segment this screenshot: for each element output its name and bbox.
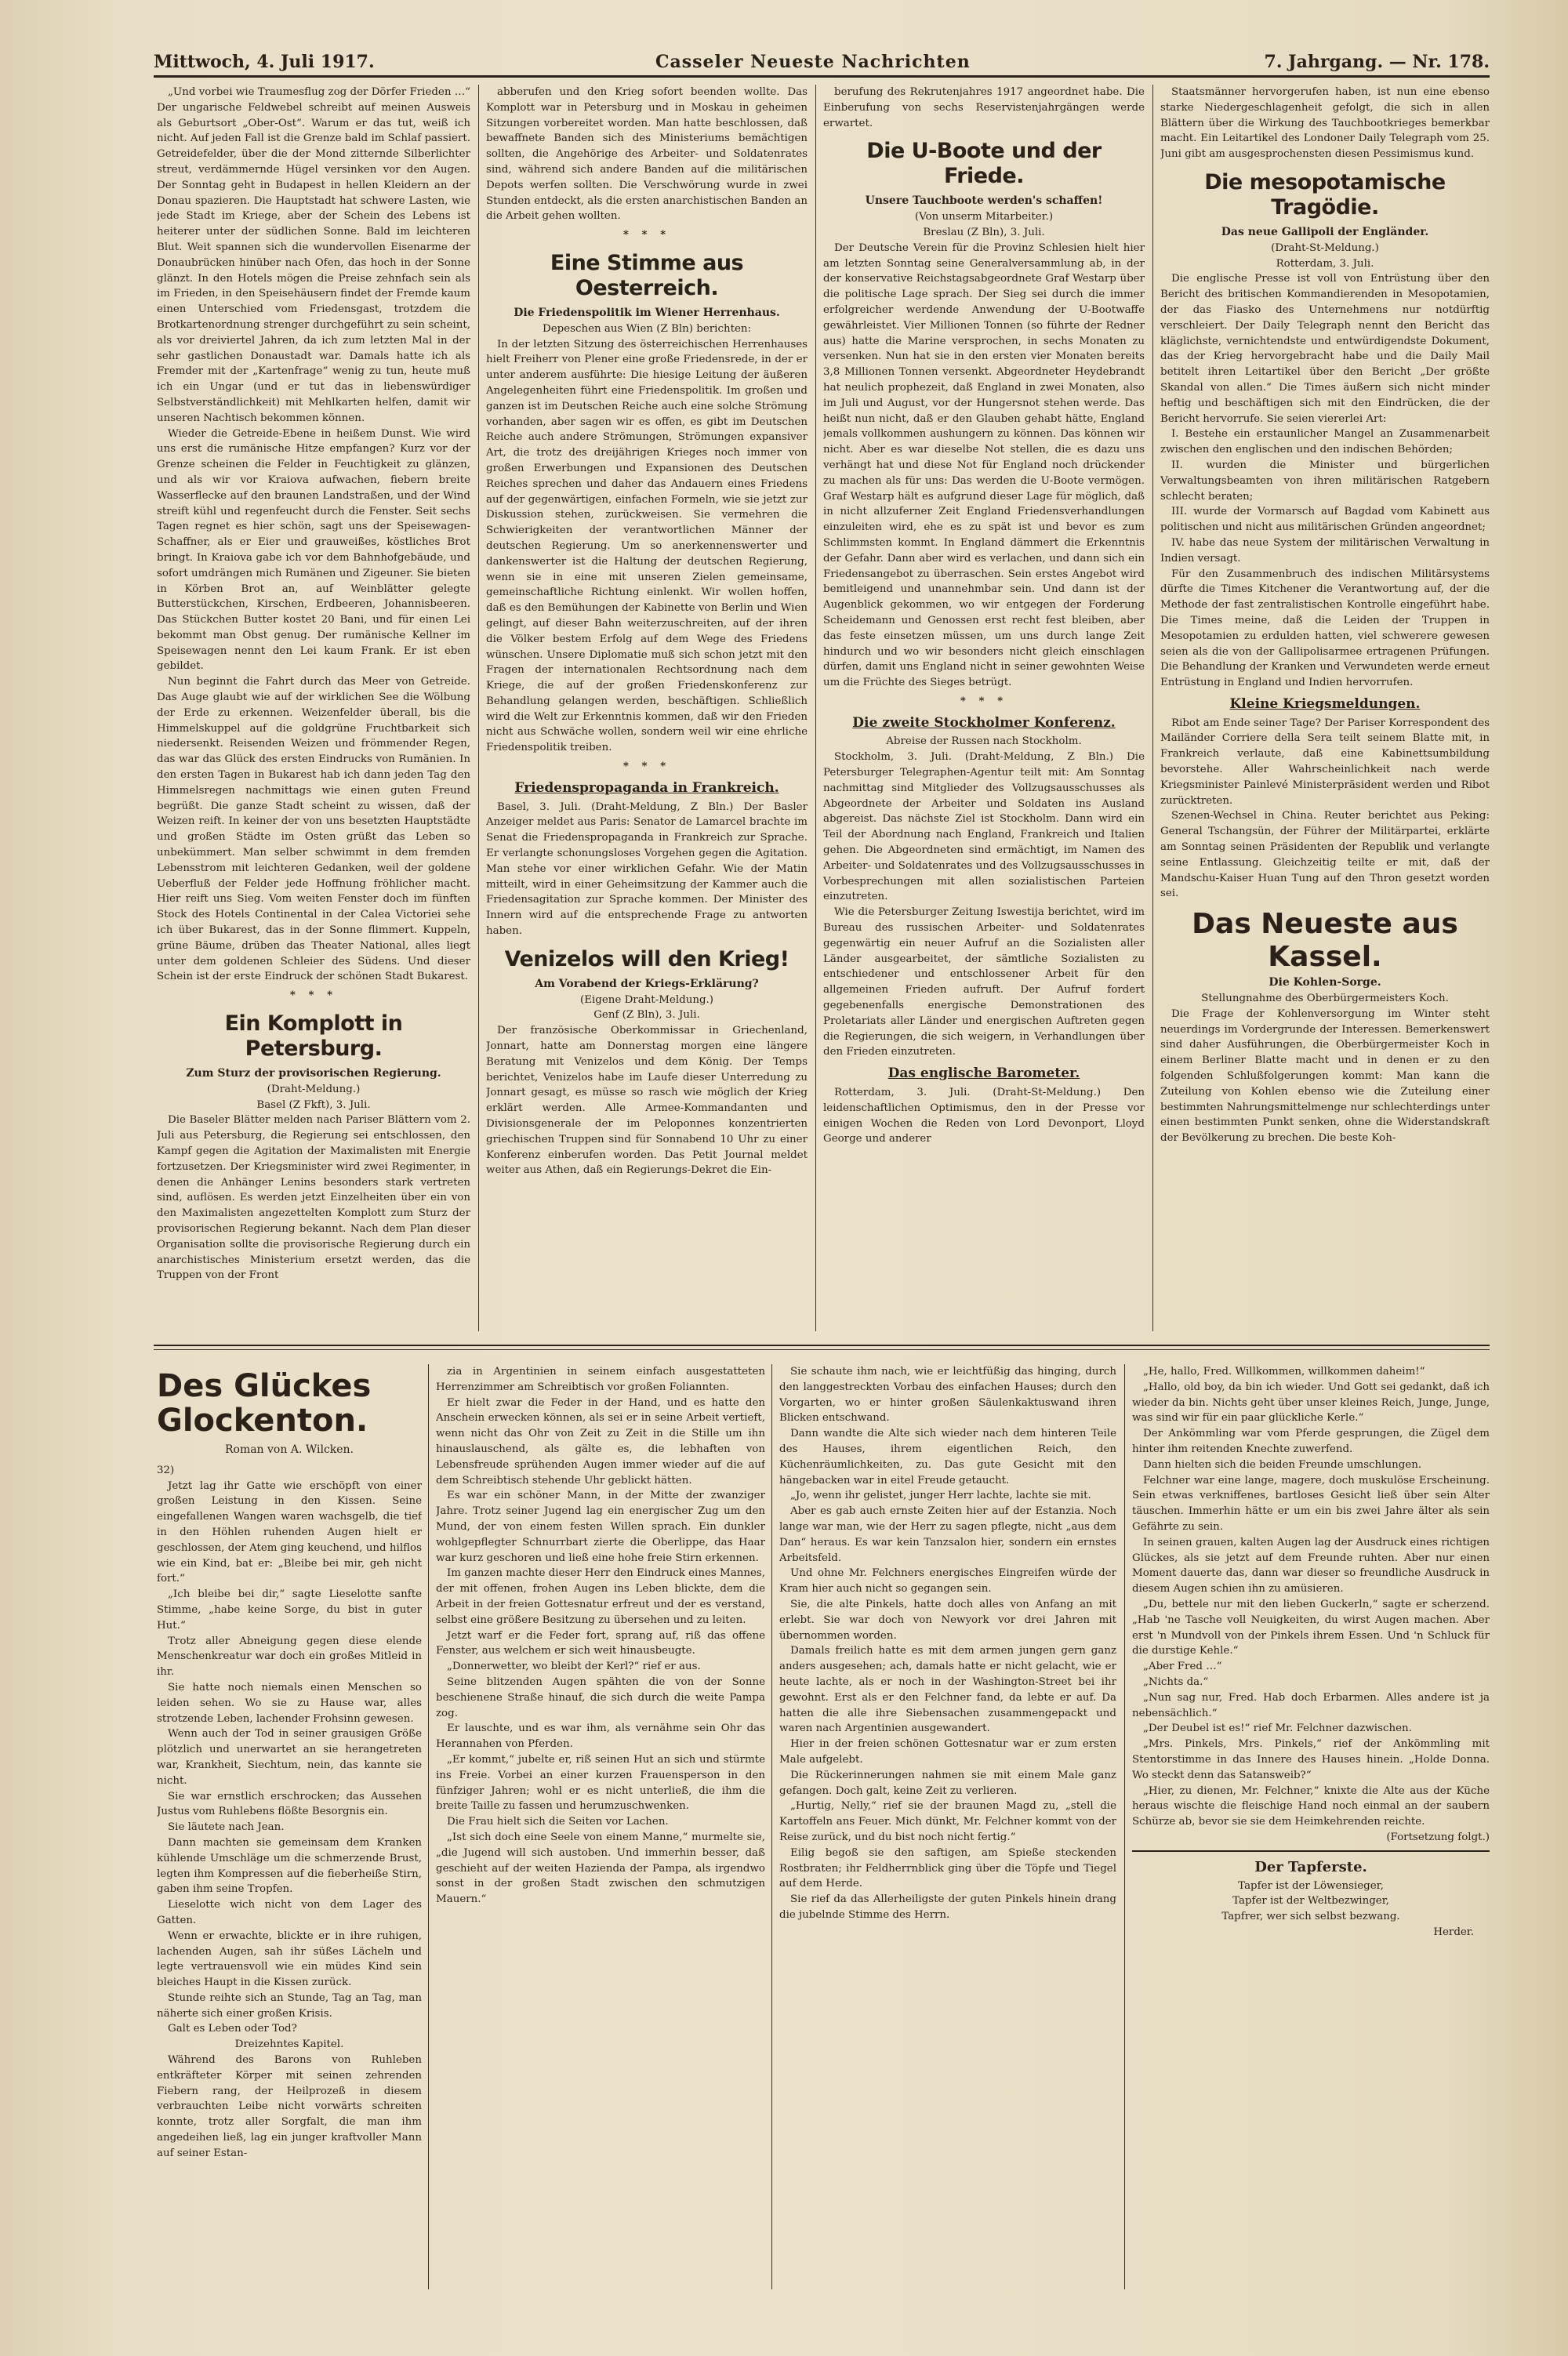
list-point: IV. habe das neue System der militärischen Verwaltung in Indien versagt. (1160, 536, 1490, 564)
source-line: (Draht-Meldung.) (267, 1083, 361, 1095)
column-rule (428, 1364, 429, 2289)
serial-paragraph: „Du, bettele nur mit den lieben Guckerln,“ sagte er scherzend. „Hab 'ne Tasche voll Neuigkeiten, du wirst Augen machen. Aber erst 'n Mundvoll von der Pinkels ihrem Essen. Und 'n Schluck für die durstige Kehle.“ (1132, 1598, 1490, 1657)
poem-author: Herder. (1433, 1926, 1474, 1938)
serial-paragraph: Wenn auch der Tod in seiner grausigen Größe plötzlich und unerwartet an sie herangetreten war, Krankheit, Siechtum, nein, das kannte sie nicht. (157, 1728, 422, 1787)
article-paragraph: Für den Zusammenbruch des indischen Militärsystems dürfte die Times Kitchener die Verantwortung auf, der die Methode der fast zentralistischen Kontrolle eingeführt habe. Die Times meine, daß die Leiden der Truppen in Mesopotamien zu erdulden hatten, viel schwerere gewesen seien als die von der Gallipolisarmee ertragenen Prüfungen. Die Behandlung der Kranken und Verwundeten werde erneut Entrüstung in England und Indien hervorrufen. (1160, 568, 1490, 689)
poem (1132, 1860, 1490, 1940)
section-separator: * * * (960, 694, 1008, 707)
serial-paragraph: zia in Argentinien in seinem einfach ausgestatteten Herrenzimmer am Schreibtisch vor großen Foliannten. (436, 1366, 765, 1393)
section-separator: * * * (622, 760, 671, 773)
serial-paragraph: Und ohne Mr. Felchners energisches Eingreifen würde der Kram hier auch nicht so gegangen sein. (779, 1567, 1116, 1595)
list-point: II. wurden die Minister und bürgerlichen Verwaltungsbeamten von ihren militärischen Ratgebern schlecht beraten; (1160, 459, 1490, 503)
serial-paragraph: Sie hatte noch niemals einen Menschen so leiden sehen. Wo sie zu Hause war, alles strotzende Leben, lachender Frohsinn gewesen. (157, 1681, 422, 1725)
serial-paragraph: „Der Deubel ist es!“ rief Mr. Felchner dazwischen. (1143, 1723, 1412, 1735)
article-paragraph: Nun beginnt die Fahrt durch das Meer von Getreide. Das Auge glaubt wie auf der wirklichen See die Wölbung der Erde zu erkennen. Weizenfelder überall, bis die Himmelskuppel auf die goldgrüne Fruchtbarkeit sich niedersenkt. Reisenden Weizen und frömmender Regen, das war das Glück des ersten Eindrucks von Rumänien. In den ersten Tagen in Bukarest hab ich dann jeden Tag den Himmelsregen nachmittags wie einen guten Freund begrüßt. Die ganze Stadt scheint zu wissen, daß der Weizen reift. In keiner der von uns besetzten Hauptstädte und großen Städte im Osten grüßt das Leben so unbekümmert. Man selber schwimmt in dem fremden Lebensstrom mit leichteren Gedanken, weil der goldene Ueberfluß der Felder jede Hoffnung fröhlicher macht. Hier reift uns Sieg. Vom weiten Fenster doch im fünften Stock des Hotels Continental in der Calea Victoriei sehe ich über Bukarest, das in der Sonne flimmert. Kuppeln, grüne Bäume, drüben das Theater National, alles liegt unter dem goldenen Schleier des Südens. Und dieser Schein ist der erste Eindruck der schönen Stadt Bukarest. (157, 676, 470, 983)
serial-number: 32) (157, 1464, 175, 1476)
column-rule (771, 1364, 772, 2289)
masthead-paper-name: Casseler Neueste Nachrichten (655, 52, 971, 72)
serial-paragraph: Galt es Leben oder Tod? (168, 2023, 297, 2035)
serial-column-4 (1132, 1364, 1490, 2289)
subheadline: Zum Sturz der provisorischen Regierung. (186, 1067, 441, 1080)
serial-column-1 (157, 1364, 422, 2289)
serial-paragraph: „Nichts da.“ (1143, 1675, 1209, 1688)
serial-paragraph: In seinen grauen, kalten Augen lag der Ausdruck eines richtigen Glückes, als sie jetzt auf dem Freunde ruhten. Aber nur einen Moment dauerte das, dann war dieser so freundliche Ausdruck in diesem Augen schien ihn zu amüsieren. (1132, 1536, 1490, 1595)
headline-mesopotamien: Die mesopotamische Tragödie. (1204, 169, 1446, 220)
article-paragraph: Wieder die Getreide-Ebene in heißem Dunst. Wie wird uns erst die rumänische Hitze empfangen? Kurz vor der Grenze scheinen die Felder in Feuchtigkeit zu glänzen, und als wir vor Kraiova aufwachen, fiebern breite Wasserflecke auf den braunen Landstraßen, und der Wind streift kühl und regenfeucht durch die Fenster. Seit sechs Tagen regnet es hier schön, sagt uns der Speisewagen-Schaffner, als er Eier und grauweißes, köstliches Brot bringt. In Kraiova gabe ich vor dem Bahnhofgebäude, und sofort umdrängen mich Rumänen und Zigeuner. Sie bieten in Körben Brot an, auf Weinblätter gelegte Butterstückchen, Kirschen, Erdbeeren, Johannisbeeren. Das Stückchen Butter kostet 20 Bani, und für einen Lei bekommt man Obst genug. Der rumänische Kellner im Speisewagen nennt den Lei kaum Frank. Er ist eben gebildet. (157, 427, 470, 673)
subheadline: Die Friedenspolitik im Wiener Herrenhaus. (514, 306, 780, 319)
poem-line: Tapfer ist der Weltbezwinger, (1232, 1895, 1389, 1908)
serial-paragraph: „Ist sich doch eine Seele von einem Manne,“ murmelte sie, „die Jugend will sich austoben. Und immerhin besser, daß geschieht auf der weiten Hazienda der Pampa, als irgendwo sonst in der großen Stadt zwischen den schmutzigen Mauern.“ (436, 1831, 765, 1906)
serial-paragraph: Felchner war eine lange, magere, doch muskulöse Erscheinung. Sein etwas verkniffenes, bartloses Gesicht ließ über sein Alter täuschen. Immerhin hätte er um ein bis zwei Jahre älter als sein Gefährte zu sein. (1132, 1474, 1490, 1533)
section-title: Die zweite Stockholmer Konferenz. (852, 714, 1116, 731)
dateline: Breslau (Z Bln), 3. Juli. (923, 226, 1045, 238)
serial-paragraph: Aber es gab auch ernste Zeiten hier auf der Estanzia. Noch lange war man, wie der Herr zu sagen pflegte, nicht „aus dem Dan“ heraus. Es war kein Tanzsalon hier, sondern ein ernstes Arbeitsfeld. (779, 1505, 1116, 1564)
serial-paragraph: Wenn er erwachte, blickte er in ihre ruhigen, lachenden Augen, sah ihr süßes Lächeln und legte vertrauensvoll wie ein müdes Kind sein bleiches Haupt in die Kissen zurück. (157, 1929, 422, 1989)
serial-paragraph: Dann hielten sich die beiden Freunde umschlungen. (1143, 1458, 1422, 1471)
column-rule (815, 85, 816, 1331)
serial-paragraph: Dann wandte die Alte sich wieder nach dem hinteren Teile des Hauses, ihrem eigentlichen Reich, den Küchenräumlichkeiten, zu. Das gute Gesicht mit den hängebacken war in eitel Freude getaucht. (779, 1428, 1116, 1487)
serial-paragraph: „Hurtig, Nelly,“ rief sie der braunen Magd zu, „stell die Kartoffeln ans Feuer. Mich dünkt, Mr. Felchner kommt von der Reise zurück, und du bist noch nicht fertig.“ (779, 1800, 1116, 1843)
subheadline: Am Vorabend der Kriegs-Erklärung? (535, 977, 759, 990)
serial-column-2 (436, 1364, 765, 2289)
column-4 (1160, 85, 1490, 1331)
section-title: Friedenspropaganda in Frankreich. (514, 779, 779, 796)
source-line: (Von unserm Mitarbeiter.) (914, 211, 1054, 223)
serial-paragraph: „Hallo, old boy, da bin ich wieder. Und Gott sei gedankt, daß ich wieder da bin. Nichts geht über unser kleines Reich, Junge, Junge, was sind wir für ein paar glückliche Kerle.“ (1132, 1381, 1490, 1425)
subheadline: Abreise der Russen nach Stockholm. (886, 735, 1082, 748)
source-line: (Draht-St-Meldung.) (1271, 241, 1379, 254)
article-paragraph: berufung des Rekrutenjahres 1917 angeordnet habe. Die Einberufung von sechs Reservistenjahrgängen werde erwartet. (823, 86, 1145, 129)
serial-paragraph: Während des Barons von Ruhleben entkräfteter Körper mit seinen zehrenden Fiebern rang, der Heilprozeß in diesem verbrauchten Leibe nicht vorwärts schreiten konnte, trotz aller Sorgfalt, die man ihm angedeihen ließ, lag ein junger kraftvoller Mann auf seiner Estan- (157, 2054, 422, 2159)
serial-paragraph: „Ich bleibe bei dir,“ sagte Lieselotte sanfte Stimme, „habe keine Sorge, du bist in guter Hut.“ (157, 1588, 422, 1632)
serial-column-3 (779, 1364, 1116, 2289)
subheadline: Die Kohlen-Sorge. (1269, 976, 1381, 989)
headline-komplott: Ein Komplott in Petersburg. (224, 1011, 403, 1062)
serial-paragraph: Im ganzen machte dieser Herr den Eindruck eines Mannes, der mit offenen, frohen Augen ins Leben blickte, dem die Arbeit in der freien Gottesnatur erfreut und der es verstand, selbst eine größere Besitzung zu übersehen und zu leiten. (436, 1567, 765, 1626)
serial-paragraph: Die Rückerinnerungen nahmen sie mit einem Male ganz gefangen. Doch galt, keine Zeit zu verlieren. (779, 1769, 1116, 1797)
article-paragraph: Der Deutsche Verein für die Provinz Schlesien hielt hier am letzten Sonntag seine Generalversammlung ab, in der der konservative Reichstagsabgeordnete Graf Westarp über die politische Lage sprach. Der Sieg sei durch die immer erfolgreicher werdende Anwendung der U-Bootwaffe gewährleistet. Vier Millionen Tonnen (so führte der Redner aus) hatte die Marine versprochen, in sechs Monaten zu versenken. Nun hat sie in den ersten vier Monaten bereits 3,8 Millionen Tonnen versenkt. Abgeordneter Heydebrandt hat neulich prophezeit, daß England in zwei Monaten, also im Juli und August, vor der Hungersnot stehen werde. Das heißt nun nicht, daß er den Glauben gehabt hätte, England jemals vollkommen aushungern zu können. Das können wir nicht. Aber es war dieselbe Not stellen, die es dazu uns verhängt hat und diese Not für England noch drückender zu machen als für uns: Das werden die U-Boote vermögen. Graf Westarp hält es aufgrund dieser Lage für möglich, daß in nicht allzuferner Zeit England Friedensverhandlungen einzuleiten wird, ehe es zu spät ist und bevor es zum Schlimmsten kommt. In England dämmert die Erkenntnis der Gefahr. Dann aber wird es verlachen, und dann sich ein Friedensangebot zu überraschen. Sein erstes Angebot wird bemitleigend und unannehmbar sein. Und dann ist der Augenblick gekommen, wo wir entgegen der Forderung Scheidemann und Genossen erst recht fest bleiben, aber das feste einsetzen müssen, um uns durch lange Zeit hindurch und wo wir besonders nicht gleich einschlagen dürfen, damit uns England nicht in seiner gewohnten Weise um die Früchte des Sieges betrügt. (823, 241, 1145, 689)
source-line: (Eigene Draht-Meldung.) (579, 993, 714, 1006)
serial-paragraph: Er lauschte, und es war ihm, als vernähme sein Ohr das Herannahen von Pferden. (436, 1723, 765, 1751)
serial-paragraph: Hier in der freien schönen Gottesnatur war er zum ersten Male aufgelebt. (779, 1738, 1116, 1766)
serial-paragraph: „Jo, wenn ihr gelistet, junger Herr lachte, lachte sie mit. (790, 1490, 1091, 1502)
serial-paragraph: „Donnerwetter, wo bleibt der Kerl?“ rief er aus. (447, 1661, 701, 1673)
article-paragraph: Stockholm, 3. Juli. (Draht-Meldung, Z Bln.) Die Petersburger Telegraphen-Agentur teilt mit: Am Sonntag nachmittag sind Mitglieder des Vollzugsausschusses als Abgeordnete der Arbeiter und Soldaten ins Ausland abgereist. Das nächste Ziel ist Stockholm. Dann wird ein Teil der Abordnung nach England, Frankreich und Italien gehen. Die Abgeordneten sind ermächtigt, im Namen des Arbeiter- und Soldatenrates und des Vollzugsausschusses in Vorbesprechungen mit allen sozialistischen Parteien einzutreten. (823, 751, 1145, 903)
article-paragraph: Wie die Petersburger Zeitung Iswestija berichtet, wird im Bureau des russischen Arbeiter- und Soldatenrates gegenwärtig ein neuer Aufruf an die Sozialisten aller Länder ausgearbeitet, der sämtliche Sozialisten zu entschiedener und entschlossener Arbeit für den allgemeinen Frieden aufruft. Der Aufruf fordert gegebenenfalls energische Demonstrationen des Proletariats aller Länder und energischen Auftreten gegen die Regierungen, die sich weigern, in Verhandlungen über den Frieden einzutreten. (823, 906, 1145, 1058)
serial-paragraph: Es war ein schöner Mann, in der Mitte der zwanziger Jahre. Trotz seiner Jugend lag ein energischer Zug um den Mund, der von einem festen Willen sprach. Ein dunkler wohlgepflegter Schnurrbart zierte die Oberlippe, das Haar war kurz geschoren und ließ eine hohe freie Stirn erkennen. (436, 1490, 765, 1564)
headline-u-boote: Die U-Boote und der Friede. (866, 139, 1102, 189)
headline-oesterreich: Eine Stimme aus Oesterreich. (550, 250, 744, 300)
article-paragraph: Basel, 3. Juli. (Draht-Meldung, Z Bln.) Der Basler Anzeiger meldet aus Paris: Senator de Lamarcel brachte im Senat die Friedenspropaganda in Frankreich zur Sprache. Er verlangte schonungsloses Vorgehen gegen die Agitation. Man stehe vor einer wirklichen Gefahr. Wie der Matin mitteilt, wird in einer Geheimsitzung der Kammer auch die Friedensagitation zur Sprache kommen. Der Minister des Innern wird auf die entsprechende Frage zu antworten haben. (486, 800, 808, 938)
source-line: Depeschen aus Wien (Z Bln) berichten: (542, 322, 752, 335)
serial-paragraph: Seine blitzenden Augen spähten die von der Sonne beschienene Straße hinauf, die sich durch die weite Pampa zog. (436, 1675, 765, 1719)
article-paragraph: abberufen und den Krieg sofort beenden wollte. Das Komplott war in Petersburg und in Moskau in geheimen Sitzungen vorbereitet worden. Man hatte beschlossen, daß bewaffnete Banden sich des Ministeriums bemächtigen sollten, die Angehörige des Arbeiter- und Soldatenrates sind, während sich andere Banden auf die militärischen Depots werfen sollten. Die Verschwörung wurde in zwei Stunden entdeckt, als die ersten anarchistischen Banden an die Arbeit gehen wollten. (486, 86, 808, 223)
serial-paragraph: Jetzt warf er die Feder fort, sprang auf, riß das offene Fenster, aus welchem er sich weit hinausbeugte. (436, 1629, 765, 1657)
to-be-continued: (Fortsetzung folgt.) (1386, 1831, 1490, 1843)
article-paragraph: Die Frage der Kohlenversorgung im Winter steht neuerdings im Vordergrunde der Interessen. Bemerkenswert sind daher Ausführungen, die Oberbürgermeister Koch in einem Berliner Blatte macht und in denen er zu den folgenden Schlußfolgerungen kommt: Man kann die Zuteilung von Kohlen ebenso wie die Zuteilung einer bestimmten Nahrungsmittelmenge nur schlechterdings unter einen bestimmten Punkt senken, ohne die Widerstandskraft der Bevölkerung zu brechen. Die beste Koh- (1160, 1007, 1490, 1145)
dateline: Genf (Z Bln), 3. Juli. (593, 1009, 700, 1022)
section-separator: * * * (622, 228, 671, 241)
serial-paragraph: Stunde reihte sich an Stunde, Tag an Tag, man näherte sich einer großen Krisis. (157, 1991, 422, 2020)
serial-paragraph: „Mrs. Pinkels, Mrs. Pinkels,“ rief der Ankömmling mit Stentorstimme in das Innere des Hauses hinein. „Holde Donna. Wo steckt denn das Satansweib?“ (1132, 1738, 1490, 1781)
list-point: III. wurde der Vormarsch auf Bagdad vom Kabinett aus politischen und nicht aus militärischen Gründen angeordnet; (1160, 506, 1490, 534)
article-paragraph: Rotterdam, 3. Juli. (Draht-St-Meldung.) Den leidenschaftlichen Optimismus, den in der Presse vor einigen Wochen die Reden von Lord Devonport, Lloyd George und anderer (823, 1087, 1145, 1145)
section-separator: * * * (289, 989, 338, 1002)
subheadline: Das neue Gallipoli der Engländer. (1221, 225, 1429, 238)
list-point: I. Bestehe ein erstaunlicher Mangel an Zusammenarbeit zwischen den englischen und den indischen Behörden; (1160, 428, 1490, 456)
serial-paragraph: Trotz aller Abneigung gegen diese elende Menschenkreatur war doch ein großes Mitleid in ihr. (157, 1635, 422, 1679)
dateline: Rotterdam, 3. Juli. (1276, 257, 1374, 270)
poem-title: Der Tapferste. (1254, 1858, 1367, 1875)
masthead-issue: 7. Jahrgang. — Nr. 178. (1264, 52, 1490, 72)
column-2 (486, 85, 808, 1331)
article-paragraph: Die Baseler Blätter melden nach Pariser Blättern vom 2. Juli aus Petersburg, die Regierung sei entschlossen, den Kampf gegen die Agitation der Maximalisten mit Energie fortzusetzen. Der Kriegsminister wird zwei Regimenter, in denen die Anhänger Lenins besonders stark vertreten sind, auflösen. Es werden jetzt Einzelheiten über ein von den Maximalisten angezettelten Komplott zum Sturz der provisorischen Regierung bekannt. Nach dem Plan dieser Organisation sollte die provisorische Regierung durch ein anarchistisches Ministerium ersetzt werden, das die Truppen von der Front (157, 1114, 470, 1282)
serial-paragraph: Er hielt zwar die Feder in der Hand, und es hatte den Anschein erwecken können, als sei er in seine Arbeit vertieft, wenn nicht das Ohr von Zeit zu Zeit in die Stille um ihn hinauslauschend, als gälte es, die lebhaften von Lebensfreude sprühenden Augen immer wieder auf die auf dem Schreibtisch stehende Uhr geblickt hätten. (436, 1396, 765, 1487)
subheadline: Stellungnahme des Oberbürgermeisters Koch. (1201, 993, 1449, 1005)
serial-paragraph: „Er kommt,“ jubelte er, riß seinen Hut an sich und stürmte ins Freie. Vorbei an einer kurzen Frauensperson in den fünfziger Jahren; wohl er es nicht unterließ, die ihm die breite Taille zu fassen und herumzuschwenken. (436, 1753, 765, 1813)
serial-paragraph: Die Frau hielt sich die Seiten vor Lachen. (447, 1816, 669, 1828)
column-1 (157, 85, 470, 1331)
poem-line: Tapfrer, wer sich selbst bezwang. (1221, 1911, 1400, 1923)
serial-paragraph: Lieselotte wich nicht von dem Lager des Gatten. (157, 1899, 422, 1926)
serial-title: Des Glückes Glockenton. (157, 1368, 372, 1439)
feuilleton-divider (154, 1345, 1490, 1346)
serial-paragraph: „Nun sag nur, Fred. Hab doch Erbarmen. Alles andere ist ja nebensächlich.“ (1132, 1691, 1490, 1719)
serial-author: Roman von A. Wilcken. (224, 1443, 354, 1456)
serial-paragraph: Sie, die alte Pinkels, hatte doch alles von Anfang an mit erlebt. Sie war doch von Newyork vor drei Jahren mit übernommen worden. (779, 1598, 1116, 1642)
article-paragraph: Szenen-Wechsel in China. Reuter berichtet aus Peking: General Tschangsün, der Führer der Militärpartei, erklärte am Sonntag seinen Präsidenten der Republik und verlangte seine Entlassung. Gleichzeitig teilte er mit, daß der Mandschu-Kaiser Huan Tung auf den Thron gesetzt worden sei. (1160, 810, 1490, 900)
column-rule (1152, 85, 1153, 1331)
article-paragraph: Die englische Presse ist voll von Entrüstung über den Bericht des britischen Kommandierenden in Mesopotamien, der das Fiasko des Unternehmens nur notdürftig verschleiert. Der Daily Telegraph nennt den Bericht das kläglichste, vernichtendste und entwürdigendste Dokument, das der Krieg hervorgebracht habe und die Daily Mail betitelt ihren Leitartikel über den Bericht „Der größte Skandal von allen.“ Die Times äußern sich nicht minder heftig und beschäftigen sich mit den Eindrücken, die der Bericht hervorrufe. Sie seien viererlei Art: (1160, 273, 1490, 425)
masthead-date: Mittwoch, 4. Juli 1917. (154, 52, 375, 72)
poem-line: Tapfer ist der Löwensieger, (1238, 1879, 1384, 1892)
headline-venizelos: Venizelos will den Krieg! (504, 946, 789, 971)
serial-paragraph: Damals freilich hatte es mit dem armen jungen gern ganz anders ausgesehen; ach, damals hatte er nicht gelacht, wie er heute lachte, als er noch in der Washington-Street bei ihr gewohnt. Erst als er den Felchner fand, da lebte er auf. Da hatten die alle ihre Siebensachen zusammengepackt und waren nach Argentinien ausgewandert. (779, 1645, 1116, 1735)
column-rule (1124, 1364, 1125, 2289)
dateline: Basel (Z Fkft), 3. Juli. (256, 1098, 371, 1111)
serial-paragraph: Eilig begoß sie den saftigen, am Spieße steckenden Rostbraten; ihr Feldherrnblick ging über die Töpfe und Tiegel auf dem Herde. (779, 1846, 1116, 1890)
article-paragraph: In der letzten Sitzung des österreichischen Herrenhauses hielt Freiherr von Plener eine große Friedensrede, in der er unter anderem ausführte: Die hiesige Leitung der äußeren Angelegenheiten führt eine Friedenspolitik. Im großen und ganzen ist im Deutschen Reiche auch eine solche Strömung vorhanden, aber sagen wir es offen, es gibt im Deutschen Reiche auch andere Strömungen, Strömungen expansiver Art, die trotz des dreijährigen Krieges noch immer von großen Erwerbungen und Expansionen des Deutschen Reiches sprechen und daher das Andauern eines Friedens auf der gegenwärtigen, einfachen Formeln, wie sie jetzt zur Diskussion stehen, zurückweisen. Sie vermehren die Schwierigkeiten der verantwortlichen Männer der deutschen Regierung. Um so anerkennenswerter und dankenswerter ist die Haltung der deutschen Regierung, wenn sie in eine mit unseren Zielen gemeinsame, gemeinschaftliche Richtung einlenkt. Wir wollen hoffen, daß es den Bemühungen der Kabinette von Berlin und Wien gelingt, auf dieser Bahn weiterzuschreiten, auf der ihren die Völker bestem Erfolg auf dem Wege des Friedens wünschen. Unsere Diplomatie muß sich schon jetzt mit den Fragen der internationalen Rechtsordnung nach dem Kriege, die auf der großen Friedenskonferenz zur Behandlung gelangen werden, beschäftigen. Schließlich wird die Welt zur Erkenntnis kommen, daß wir den Frieden nicht aus Schwäche wollen, sondern weil wir eine ehrliche Friedenspolitik treiben. (486, 338, 808, 754)
serial-paragraph: Sie rief da das Allerheiligste der guten Pinkels hinein drang die jubelnde Stimme des Herrn. (779, 1893, 1116, 1921)
serial-paragraph: Sie schaute ihm nach, wie er leichtfüßig das hinging, durch den langgestreckten Vorbau des einfachen Hauses; durch den Vorgarten, wo er hinter großen Säulenkaktuswand ihren Blicken entschwand. (779, 1366, 1116, 1425)
serial-paragraph: „Hier, zu dienen, Mr. Felchner,“ knixte die Alte aus der Küche heraus wischte die fleischige Hand noch einmal an der saubern Schürze ab, bevor sie sie dem Heimkehrenden reichte. (1132, 1784, 1490, 1828)
article-paragraph: Der französische Oberkommissar in Griechenland, Jonnart, hatte am Donnerstag morgen eine längere Beratung mit Venizelos und dem König. Der Temps berichtet, Venizelos habe im Laufe dieser Unterredung zu Jonnart gesagt, es müsse so rasch wie möglich der Krieg erklärt werden. Alle Armee-Kommandanten und Divisionsgenerale der im Peloponnes konzentrierten griechischen Truppen sind für Sonnabend 10 Uhr zu einer Konferenz einberufen worden. Das Petit Journal meldet weiter aus Athen, daß ein Regierungs-Dekret die Ein- (486, 1025, 808, 1177)
serial-paragraph: „He, hallo, Fred. Willkommen, willkommen daheim!“ (1143, 1366, 1425, 1378)
chapter-heading: Dreizehntes Kapitel. (234, 2038, 344, 2051)
column-rule (478, 85, 479, 1331)
masthead (154, 49, 1490, 78)
serial-paragraph: Sie war ernstlich erschrocken; das Aussehen Justus vom Ruhlebens flößte Besorgnis ein. (157, 1790, 422, 1818)
serial-paragraph: Sie läutete nach Jean. (168, 1821, 285, 1834)
article-paragraph: Staatsmänner hervorgerufen haben, ist nun eine ebenso starke Niedergeschlagenheit gefolgt, die sich in allen Blättern über die Wirkung des Tauchbootkrieges bemerkbar macht. Ein Leitartikel des Londoner Daily Telegraph vom 25. Juni gibt am ausgesprochensten diesen Pessimismus kund. (1160, 86, 1490, 161)
poem-divider (1132, 1850, 1490, 1852)
feuilleton-divider (154, 1349, 1490, 1350)
article-paragraph: Ribot am Ende seiner Tage? Der Pariser Korrespondent des Mailänder Corriere della Sera teilt seinem Blatte mit, in Frankreich verlaute, daß eine Kabinettsumbildung bevorstehe. Aller Wahrscheinlichkeit nach werde Kriegsminister Painlevé Ministerpräsident werden und Ribot zurücktreten. (1160, 717, 1490, 807)
headline-kassel: Das Neueste aus Kassel. (1192, 908, 1458, 974)
subheadline: Unsere Tauchboote werden's schaffen! (865, 194, 1103, 208)
section-title: Kleine Kriegsmeldungen. (1229, 695, 1421, 712)
serial-paragraph: Dann machten sie gemeinsam dem Kranken kühlende Umschläge um die schmerzende Brust, legten ihm Kompressen auf die fieberheiße Stirn, gaben ihm seine Tropfen. (157, 1836, 422, 1896)
article-paragraph: „Und vorbei wie Traumesflug zog der Dörfer Frieden …“ Der ungarische Feldwebel schreibt auf meinen Ausweis als Geburtsort „Ober-Ost“. Warum er das tut, weiß ich nicht. Auf jeden Fall ist die Grenze bald im Schlaf passiert. Getreidefelder, über die der Mond zitternde Silberlichter streut, verdämmernde Hügel versinken vor den Augen. Der Sonntag geht in Budapest in hellen Kleidern an der Donau spazieren. Die Hauptstadt hat schwere Lasten, wie jede Stadt im Kriege, aber der Schein des Lebens ist heiterer unter der südlichen Sonne. Bald im leichteren Blut. Weit spannen sich die wundervollen Eisenarme der Donaubrücken hinüber nach Ofen, das hoch in der Sonne glänzt. In den Hotels mögen die Preise zehnfach sein als im Frieden, in den Speisehäusern findet der Fremde kaum einen Unterschied vom Friedensgast, trotzdem die Brotkartenordnung strenger durchgeführt zu sein scheint, als vor dreiviertel Jahren, da ich zum letzten Mal in der sehr gastlichen Donaustadt war. Damals hatte ich als Fremder mit der „Kartenfrage“ wenig zu tun, heute muß ich ein Ungar (und er tut das in liebenswürdiger Selbstverständlichkeit) mit Mehlkarten helfen, damit wir unseren Nachtisch bekommen können. (157, 86, 470, 424)
serial-paragraph: Jetzt lag ihr Gatte wie erschöpft von einer großen Leistung in den Kissen. Seine eingefallenen Wangen waren wachsgelb, die tief in den Höhlen ruhenden Augen hielt er geschlossen, der Atem ging keuchend, und hilflos wie ein Kind, bat er: „Bleibe bei mir, geh nicht fort.“ (157, 1479, 422, 1585)
column-3 (823, 85, 1145, 1331)
serial-paragraph: „Aber Fred …“ (1143, 1661, 1222, 1673)
section-title: Das englische Barometer. (887, 1065, 1080, 1082)
serial-paragraph: Der Ankömmling war vom Pferde gesprungen, die Zügel dem hinter ihm reitenden Knechte zuwerfend. (1132, 1428, 1490, 1455)
